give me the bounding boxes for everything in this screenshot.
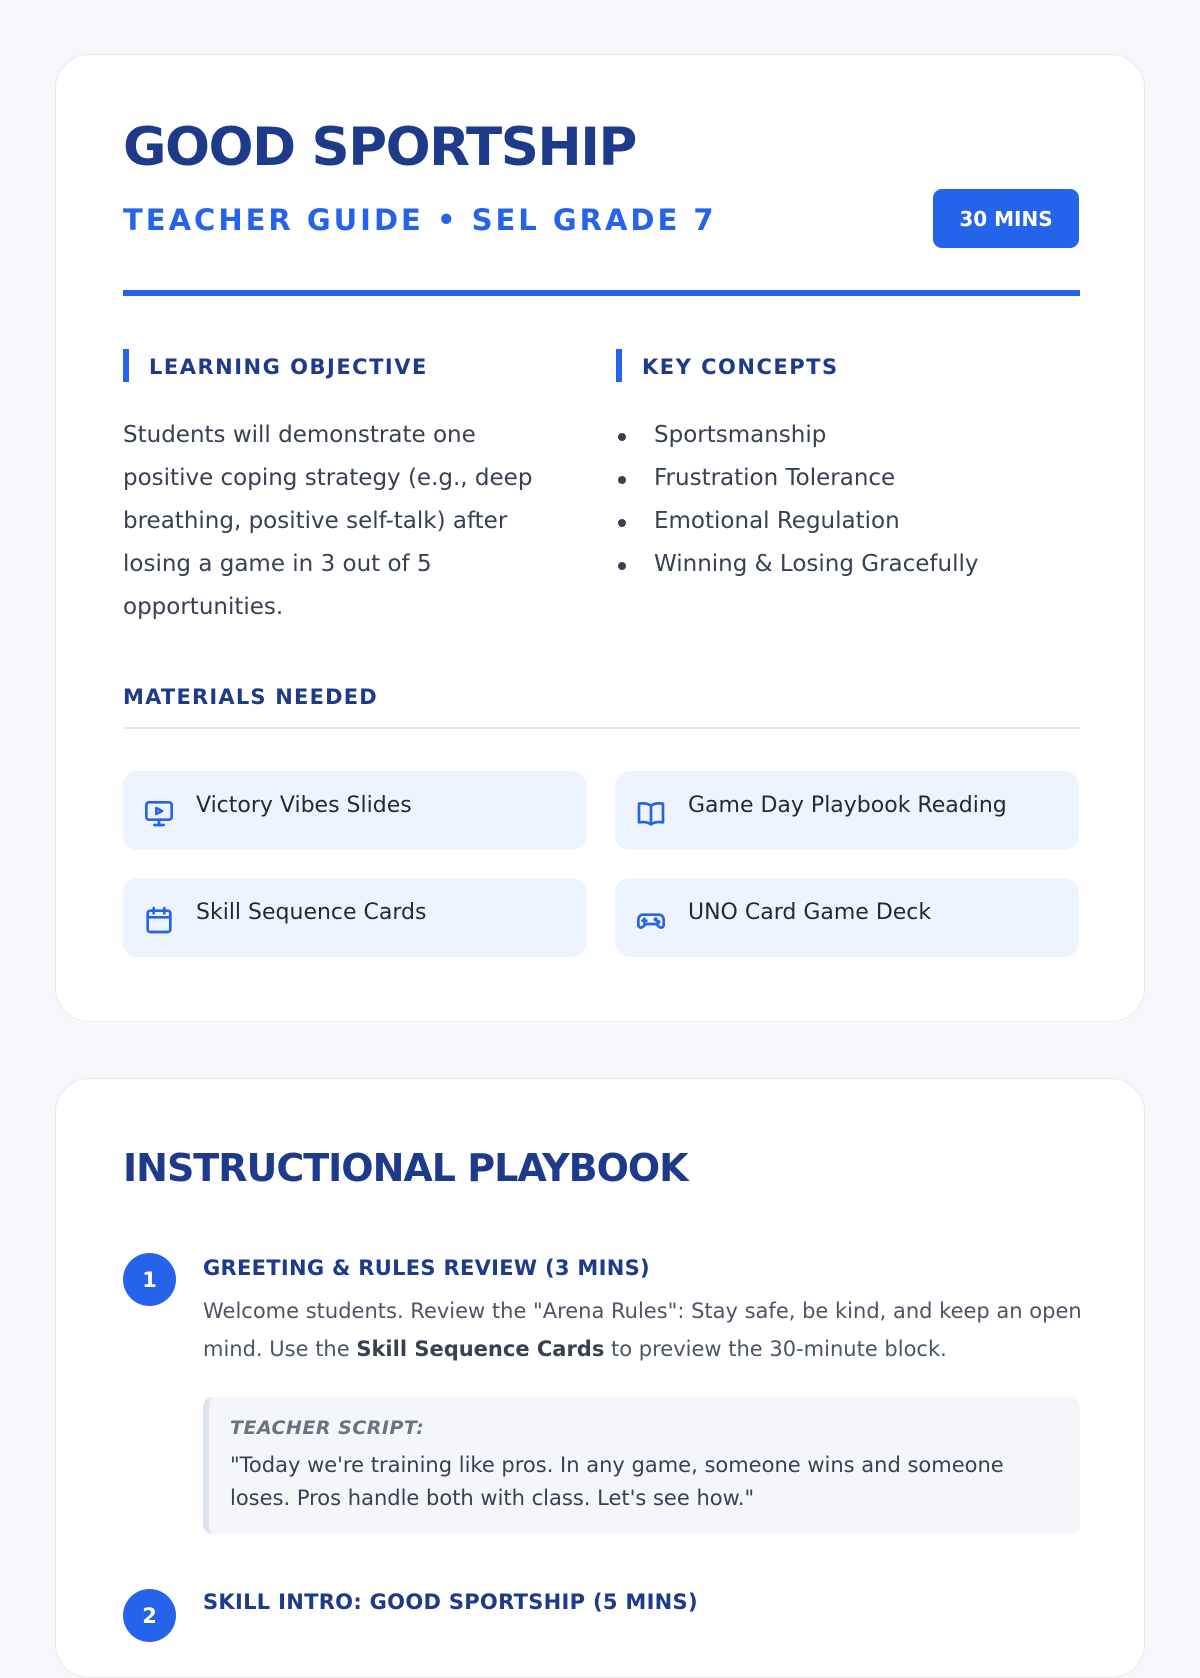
step-text: to preview the 30-minute block.: [604, 1337, 947, 1361]
step-text-emphasis: Skill Sequence Cards: [356, 1337, 605, 1361]
material-label: Victory Vibes Slides: [196, 793, 412, 818]
header-divider: [123, 290, 1080, 296]
materials-heading: MATERIALS NEEDED: [123, 685, 378, 709]
material-item-slides: [123, 771, 587, 850]
lesson-overview-card: [55, 54, 1145, 1022]
material-item-game-deck: [615, 878, 1079, 957]
material-item-cards: [123, 878, 587, 957]
step-text: Welcome students. Review the "Arena Rules": Stay safe, be kind, and keep an open mind. Use the: [203, 1299, 1082, 1361]
concept-item: Sportsmanship: [616, 414, 1076, 457]
gamepad-icon: [635, 904, 667, 936]
guide-subtitle: TEACHER GUIDE • SEL GRADE 7: [123, 203, 717, 237]
duration-badge: 30 MINS: [933, 189, 1079, 248]
concept-item: Frustration Tolerance: [616, 457, 1076, 500]
material-label: Game Day Playbook Reading: [688, 793, 1007, 818]
objective-heading: LEARNING OBJECTIVE: [149, 355, 428, 379]
presentation-icon: [143, 797, 175, 829]
guide-title: GOOD SPORTSHIP: [123, 117, 636, 178]
step-number-badge: 1: [123, 1253, 176, 1306]
step-heading: GREETING & RULES REVIEW (3 MINS): [203, 1256, 650, 1280]
concepts-heading: KEY CONCEPTS: [642, 355, 839, 379]
material-label: Skill Sequence Cards: [196, 900, 427, 925]
objective-text: Students will demonstrate one positive coping strategy (e.g., deep breathing, positive self-talk) after losing a game in 3 out of 5 opportunities.: [123, 422, 533, 620]
instructional-playbook-card: [55, 1078, 1145, 1678]
key-concepts-list: [616, 414, 1076, 586]
book-open-icon: [635, 797, 667, 829]
step-number-badge: 2: [123, 1589, 176, 1642]
script-text: "Today we're training like pros. In any game, someone wins and someone loses. Pros handle both with class. Let's see how.": [230, 1453, 1004, 1510]
materials-divider: [123, 727, 1080, 729]
script-label: TEACHER SCRIPT:: [230, 1417, 425, 1439]
teacher-script-box: [203, 1397, 1080, 1534]
playbook-title: INSTRUCTIONAL PLAYBOOK: [123, 1146, 688, 1190]
material-item-reading: [615, 771, 1079, 850]
material-label: UNO Card Game Deck: [688, 900, 932, 925]
concepts-accent-bar: [616, 349, 622, 382]
step-description: [203, 1292, 1083, 1368]
calendar-icon: [143, 904, 175, 936]
objective-accent-bar: [123, 349, 129, 382]
concept-item: Winning & Losing Gracefully: [616, 543, 1076, 586]
concept-item: Emotional Regulation: [616, 500, 1076, 543]
step-heading: SKILL INTRO: GOOD SPORTSHIP (5 MINS): [203, 1590, 698, 1614]
